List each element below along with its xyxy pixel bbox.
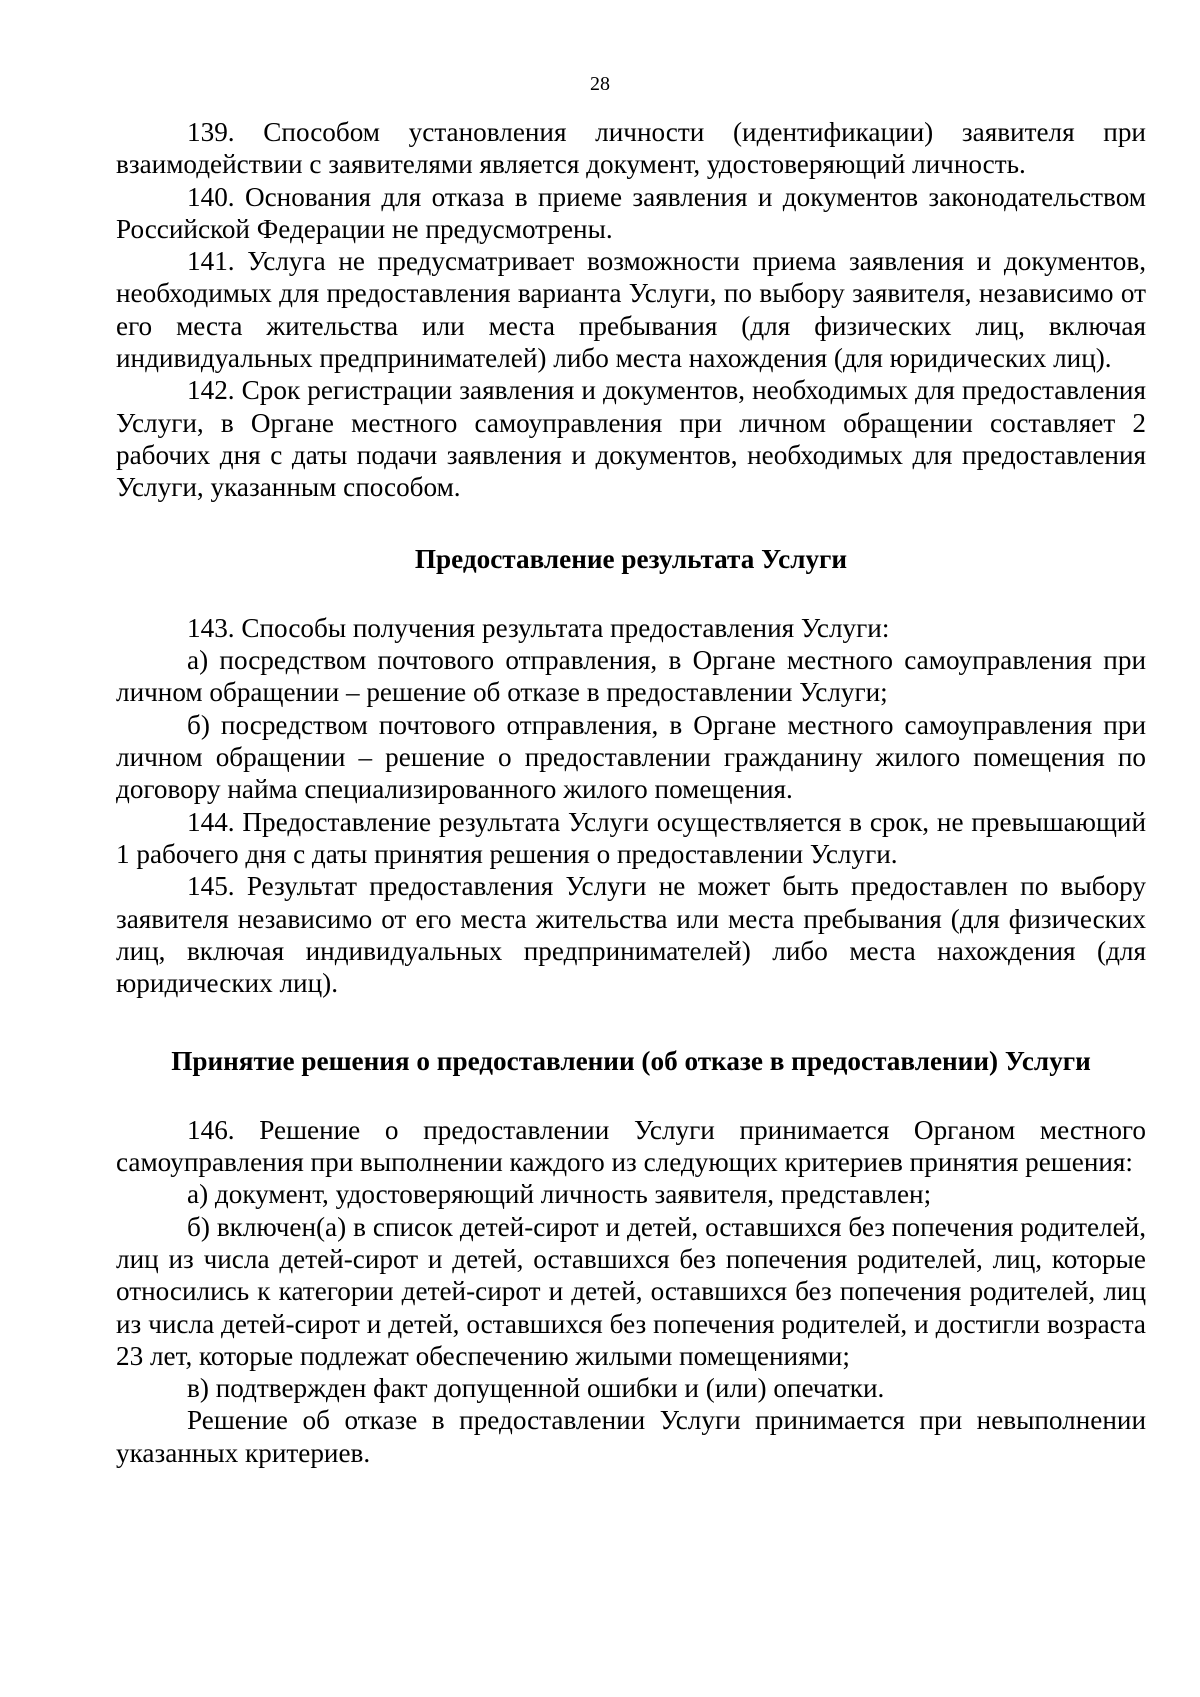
paragraph-143-a: а) посредством почтового отправления, в Органе местного самоуправления при личном обращении – решение об отказе в предоставлении Услуги; bbox=[116, 645, 1146, 708]
section-heading-result: Предоставление результата Услуги bbox=[414, 543, 848, 574]
paragraph-146: 146. Решение о предоставлении Услуги принимается Органом местного самоуправления при выполнении каждого из следующих критериев принятия решения: bbox=[116, 1114, 1146, 1178]
section-result-delivery bbox=[116, 612, 1146, 1000]
paragraph-139: 139. Способом установления личности (идентификации) заявителя при взаимодействии с заявителями является документ, удостоверяющий личность. bbox=[116, 117, 1146, 180]
document-body bbox=[116, 116, 1146, 1469]
page-number: 28 bbox=[590, 73, 610, 95]
section-heading-decision: Принятие решения о предоставлении (об отказе в предоставлении) Услуги bbox=[171, 1046, 1091, 1077]
paragraph-146-c: в) подтвержден факт допущенной ошибки и (или) опечатки. bbox=[187, 1373, 885, 1404]
paragraph-145: 145. Результат предоставления Услуги не может быть предоставлен по выбору заявителя независимо от его места жительства или места пребывания (для физических лиц, включая индивидуальных предпринимателей) либо места нахождения (для юридических лиц). bbox=[116, 871, 1146, 999]
section-decision bbox=[116, 1114, 1146, 1469]
paragraph-141: 141. Услуга не предусматривает возможности приема заявления и документов, необходимых для предоставления варианта Услуги, по выбору заявителя, независимо от его места жительства или места пребывания (для физических лиц, включая индивидуальных предпринимателей) либо места нахождения (для юридических лиц). bbox=[116, 246, 1146, 374]
paragraph-142: 142. Срок регистрации заявления и документов, необходимых для предоставления Услуги, в Органе местного самоуправления при личном обращении составляет 2 рабочих дня с даты подачи заявления и документов, необходимых для предоставления Услуги, указанным способом. bbox=[116, 375, 1146, 503]
paragraph-143: 143. Способы получения результата предоставления Услуги: bbox=[187, 612, 890, 643]
section-identification-registration bbox=[116, 116, 1146, 504]
paragraph-144: 144. Предоставление результата Услуги осуществляется в срок, не превышающий 1 рабочего дня с даты принятия решения о предоставлении Услуги. bbox=[116, 806, 1146, 869]
paragraph-refusal: Решение об отказе в предоставлении Услуги принимается при невыполнении указанных критериев. bbox=[116, 1405, 1146, 1468]
paragraph-140: 140. Основания для отказа в приеме заявления и документов законодательством Российской Федерации не предусмотрены. bbox=[116, 181, 1146, 244]
paragraph-146-a: а) документ, удостоверяющий личность заявителя, представлен; bbox=[187, 1179, 932, 1210]
paragraph-143-b: б) посредством почтового отправления, в Органе местного самоуправления при личном обращении – решение о предоставлении гражданину жилого помещения по договору найма специализированного жилого помещения. bbox=[116, 709, 1146, 805]
paragraph-146-b: б) включен(а) в список детей-сирот и детей, оставшихся без попечения родителей, лиц из числа детей-сирот и детей, оставшихся без попечения родителей, лиц, которые относились к категории детей-сирот и детей, оставшихся без попечения родителей, лиц из числа детей-сирот и детей, оставшихся без попечения родителей, и достигли возраста 23 лет, которые подлежат обеспечению жилыми помещениями; bbox=[116, 1211, 1146, 1371]
